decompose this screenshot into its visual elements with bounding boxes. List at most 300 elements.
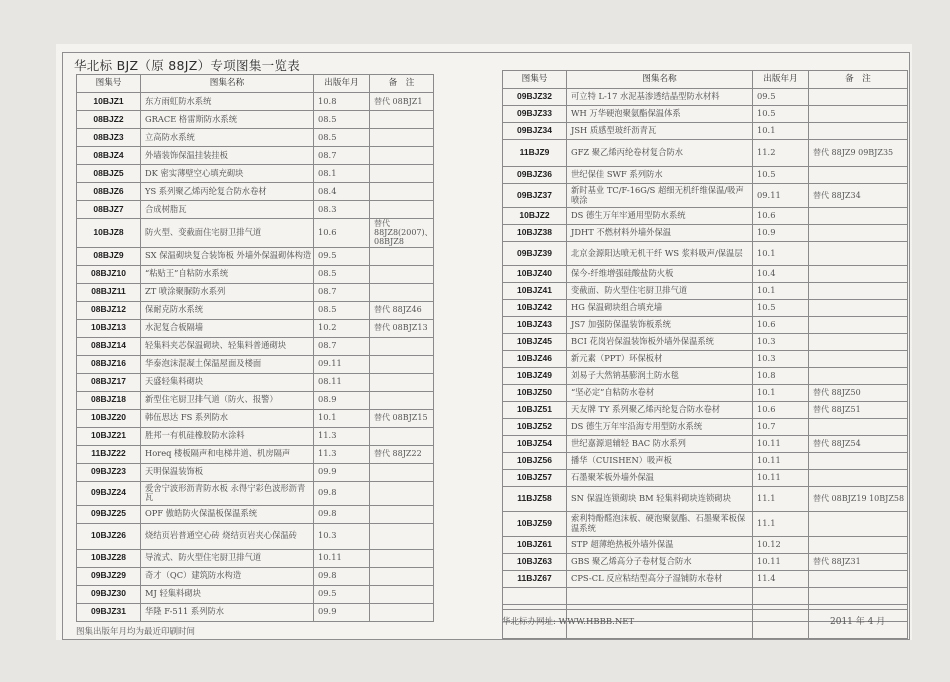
remark [370,585,434,603]
drawing-name: 导流式、防火型住宅厨卫排气道 [141,549,314,567]
remark [809,419,908,436]
drawing-number: 09BJZ36 [503,167,567,184]
table-row [77,373,434,391]
drawing-number: 11BJZ22 [77,445,141,463]
publish-date: 10.6 [753,317,809,334]
drawing-name: 爱舍宁波形沥青防水板 永得宁彩色波形沥青瓦 [141,481,314,505]
remark [809,89,908,106]
publish-date: 09.5 [314,247,370,265]
drawing-number: 10BJZ51 [503,402,567,419]
publish-date: 10.6 [753,208,809,225]
publish-date: 08.7 [314,337,370,355]
drawing-number: 10BJZ54 [503,436,567,453]
remark [370,201,434,219]
drawing-number: 09BJZ32 [503,89,567,106]
drawing-number: 10BJZ2 [503,208,567,225]
remark: 替代 88JZ8(2007)、08BJZ8 [370,219,434,248]
table-header-row [77,75,434,93]
remark [809,242,908,266]
remark [809,208,908,225]
table-row [77,549,434,567]
publish-date: 11.3 [314,445,370,463]
table-row [503,453,908,470]
drawing-number: 09BJZ37 [503,184,567,208]
drawing-number: 08BJZ17 [77,373,141,391]
publish-date: 08.7 [314,283,370,301]
drawing-number: 08BJZ3 [77,129,141,147]
drawing-number: 11BJZ9 [503,140,567,167]
publish-date: 09.11 [753,184,809,208]
drawing-name: WH 万华硬泡聚氨酯保温体系 [567,106,753,123]
drawing-name: 胜邦一有机硅橡胶防水涂料 [141,427,314,445]
publish-date: 08.1 [314,165,370,183]
drawing-number: 08BJZ10 [77,265,141,283]
remark [370,373,434,391]
drawing-name: 水泥复合板隔墙 [141,319,314,337]
header-no: 图集号 [503,71,567,89]
remark [370,129,434,147]
publish-date: 10.11 [314,549,370,567]
table-header-row [503,71,908,89]
table-row [77,129,434,147]
drawing-name: 新时基业 TC/F-16G/S 超细无机纤维保温/吸声喷涂 [567,184,753,208]
drawing-name: 轻集料夹芯保温砌块、轻集料普通砌块 [141,337,314,355]
drawing-name: YS 系列聚乙烯丙纶复合防水卷材 [141,183,314,201]
table-row [503,554,908,571]
publish-date: 09.5 [753,89,809,106]
table-row [77,247,434,265]
publish-date: 08.11 [314,373,370,391]
empty-cell [567,588,753,605]
drawing-number: 08BJZ9 [77,247,141,265]
remark [370,265,434,283]
publish-date: 10.5 [753,106,809,123]
remark [809,512,908,537]
drawing-number: 08BJZ6 [77,183,141,201]
table-row [503,266,908,283]
publish-date: 09.9 [314,463,370,481]
remark [370,427,434,445]
publish-date: 08.4 [314,183,370,201]
remark [370,111,434,129]
drawing-name: 新型住宅厨卫排气道（防火、报警） [141,391,314,409]
publish-date: 10.2 [314,319,370,337]
drawing-name: GBS 聚乙烯高分子卷材复合防水 [567,554,753,571]
table-row [503,106,908,123]
drawing-number: 09BJZ31 [77,603,141,621]
drawing-name: 天明保温装饰板 [141,463,314,481]
table-row [503,419,908,436]
drawing-name: 保耐克防水系统 [141,301,314,319]
remark [370,567,434,585]
publish-date: 08.3 [314,201,370,219]
drawing-number: 10BJZ45 [503,334,567,351]
publish-date: 09.5 [314,585,370,603]
header-name: 图集名称 [567,71,753,89]
empty-cell [753,622,809,639]
table-row [503,402,908,419]
publish-date: 10.11 [753,436,809,453]
publish-date: 11.4 [753,571,809,588]
publish-date: 10.1 [314,409,370,427]
drawing-number: 08BJZ18 [77,391,141,409]
remark [370,337,434,355]
publish-date: 10.11 [753,453,809,470]
table-row [503,537,908,554]
table-row [503,487,908,512]
table-row [503,123,908,140]
drawing-name: 刘易子大然钠基膨润土防水毯 [567,368,753,385]
publish-date: 10.8 [314,93,370,111]
drawing-number: 09BJZ23 [77,463,141,481]
publish-date: 10.1 [753,242,809,266]
remark [370,549,434,567]
table-row [77,283,434,301]
remark [809,167,908,184]
drawing-name: DS 德生万年牢沿海专用型防水系统 [567,419,753,436]
drawing-name: 北京金源阳达喷无机干纤 WS 浆料吸声/保温层 [567,242,753,266]
drawing-number: 10BJZ26 [77,523,141,549]
drawing-number: 10BJZ41 [503,283,567,300]
drawing-number: 11BJZ67 [503,571,567,588]
right-catalog-table [502,70,908,639]
drawing-number: 08BJZ16 [77,355,141,373]
drawing-name: 世纪嘉源退辅轻 BAC 防水系列 [567,436,753,453]
header-remark: 备 注 [809,71,908,89]
publish-date: 11.3 [314,427,370,445]
table-row [77,183,434,201]
drawing-number: 10BJZ61 [503,537,567,554]
table-row [77,201,434,219]
table-row [503,334,908,351]
remark: 替代 88JZ51 [809,402,908,419]
drawing-number: 10BJZ8 [77,219,141,248]
publish-date: 08.7 [314,147,370,165]
table-row [77,391,434,409]
table-row [503,167,908,184]
drawing-name: SX 保温砌块复合装饰板 外墙外保温砌体构造 [141,247,314,265]
publish-date: 08.5 [314,301,370,319]
drawing-name: MJ 轻集料砌块 [141,585,314,603]
footer-website: 华北标办网址: WWW.HBBB.NET [502,617,635,627]
drawing-number: 10BJZ56 [503,453,567,470]
table-row [77,463,434,481]
footer-date: 2011 年 4 月 [830,617,886,627]
drawing-number: 08BJZ12 [77,301,141,319]
remark [370,481,434,505]
left-footer-rule [76,621,433,622]
remark [370,165,434,183]
table-row [503,242,908,266]
drawing-number: 10BJZ21 [77,427,141,445]
remark [809,368,908,385]
publish-date: 10.1 [753,123,809,140]
table-row [503,317,908,334]
remark: 替代 88JZ46 [370,301,434,319]
remark [809,266,908,283]
remark: 替代 88JZ34 [809,184,908,208]
publish-date: 08.5 [314,111,370,129]
drawing-name: Horeq 楼板隔声和电梯井道、机房隔声 [141,445,314,463]
drawing-name: 可立特 L-17 水泥基渗透结晶型防水材料 [567,89,753,106]
drawing-name: JS7 加强防保温装饰板系统 [567,317,753,334]
table-row [503,512,908,537]
publish-date: 09.8 [314,567,370,585]
table-row [77,409,434,427]
table-row [503,351,908,368]
table-row [77,603,434,621]
drawing-name: 防火型、变截面住宅厨卫排气道 [141,219,314,248]
publish-date: 10.11 [753,554,809,571]
drawing-name: SN 保温连锁砌块 BM 轻集料砌块连锁砌块 [567,487,753,512]
publish-date: 10.8 [753,368,809,385]
drawing-number: 10BJZ63 [503,554,567,571]
table-row [77,567,434,585]
drawing-number: 11BJZ58 [503,487,567,512]
drawing-name: 保今-纤维增强硅酸盐防火板 [567,266,753,283]
drawing-number: 10BJZ42 [503,300,567,317]
drawing-name: HG 保温砌块组合填充墙 [567,300,753,317]
drawing-name: BCI 花岗岩保温装饰板外墙外保温系统 [567,334,753,351]
remark [809,106,908,123]
drawing-name: 天友牌 TY 系列聚乙烯丙纶复合防水卷材 [567,402,753,419]
remark [809,334,908,351]
table-row [503,436,908,453]
remark [370,183,434,201]
remark [370,523,434,549]
remark: 替代 08BJZ19 10BJZ58 [809,487,908,512]
page-title: 华北标 BJZ（原 88JZ）专项图集一览表 [74,58,301,73]
drawing-name: “粘贴王”自粘防水系统 [141,265,314,283]
drawing-name: DK 密实薄壁空心填充砌块 [141,165,314,183]
table-row [503,368,908,385]
drawing-number: 10BJZ57 [503,470,567,487]
drawing-number: 10BJZ40 [503,266,567,283]
remark: 替代 88JZ22 [370,445,434,463]
drawing-number: 08BJZ2 [77,111,141,129]
table-row [77,427,434,445]
drawing-name: 外墙装饰保温挂装挂板 [141,147,314,165]
table-row [77,481,434,505]
remark [809,351,908,368]
table-row [503,300,908,317]
drawing-name: 华隆 F-511 系列防水 [141,603,314,621]
drawing-name: 合成树脂瓦 [141,201,314,219]
table-row [503,571,908,588]
drawing-number: 09BJZ34 [503,123,567,140]
publish-date: 10.3 [753,351,809,368]
publish-date: 09.9 [314,603,370,621]
table-row [77,585,434,603]
table-row [77,165,434,183]
drawing-name: CPS-CL 反应粘结型高分子湿铺防水卷材 [567,571,753,588]
table-row [77,445,434,463]
drawing-name: 奇才（QC）建筑防水构造 [141,567,314,585]
drawing-name: 东方雨虹防水系统 [141,93,314,111]
drawing-name: 索利特酚醛泡沫板、硬泡聚氨酯、石墨聚苯板保温系统 [567,512,753,537]
remark [370,463,434,481]
drawing-number: 08BJZ14 [77,337,141,355]
drawing-name: 立高防水系统 [141,129,314,147]
drawing-number: 09BJZ25 [77,505,141,523]
remark [809,571,908,588]
table-row [503,470,908,487]
drawing-number: 10BJZ59 [503,512,567,537]
publish-date: 10.1 [753,283,809,300]
drawing-name: 石墨聚苯板外墙外保温 [567,470,753,487]
table-row [503,283,908,300]
remark [370,247,434,265]
empty-row [503,588,908,605]
table-row [77,219,434,248]
drawing-name: 世纪保佳 SWF 系列防水 [567,167,753,184]
table-row [503,208,908,225]
table-row [503,225,908,242]
remark [809,470,908,487]
table-row [503,140,908,167]
remark [370,355,434,373]
table-row [77,523,434,549]
drawing-name: JDHT 不燃材料外墙外保温 [567,225,753,242]
drawing-name: GFZ 聚乙烯丙纶卷材复合防水 [567,140,753,167]
remark [809,453,908,470]
empty-cell [753,588,809,605]
remark: 替代 88JZ54 [809,436,908,453]
drawing-name: 华泰泡沫混凝土保温屋面及楼面 [141,355,314,373]
drawing-name: GRACE 格雷斯防水系统 [141,111,314,129]
table-row [77,147,434,165]
publish-date: 09.8 [314,505,370,523]
drawing-name: 烧结页岩普通空心砖 烧结页岩夹心保温砖 [141,523,314,549]
drawing-name: 天盛轻集料砌块 [141,373,314,391]
publish-date: 10.5 [753,300,809,317]
remark: 替代 08BJZ1 [370,93,434,111]
table-row [77,319,434,337]
table-row [77,93,434,111]
left-catalog-table [76,74,434,622]
remark: 替代 88JZ50 [809,385,908,402]
publish-date: 11.2 [753,140,809,167]
empty-cell [809,588,908,605]
remark [809,123,908,140]
publish-date: 10.11 [753,470,809,487]
table-row [77,505,434,523]
table-row [503,89,908,106]
right-footer-rule [502,609,907,610]
drawing-name: OPF 傲皓防火保温板保温系统 [141,505,314,523]
publish-date: 08.9 [314,391,370,409]
drawing-name: STP 超薄绝热板外墙外保温 [567,537,753,554]
publish-date: 10.1 [753,385,809,402]
remark [809,317,908,334]
table-row [77,265,434,283]
header-name: 图集名称 [141,75,314,93]
table-row [503,385,908,402]
drawing-number: 10BJZ43 [503,317,567,334]
drawing-name: 播华（CUISHEN）吸声板 [567,453,753,470]
table-row [77,301,434,319]
remark [370,283,434,301]
publish-date: 11.1 [753,487,809,512]
publish-date: 09.11 [314,355,370,373]
drawing-name: JSH 质感型玻纤沥青瓦 [567,123,753,140]
drawing-name: “坚必定”自粘防水卷材 [567,385,753,402]
remark [370,603,434,621]
drawing-name: 变截面、防火型住宅厨卫排气道 [567,283,753,300]
remark: 替代 88JZ31 [809,554,908,571]
publish-date: 10.5 [753,167,809,184]
drawing-number: 10BJZ20 [77,409,141,427]
drawing-number: 10BJZ46 [503,351,567,368]
header-remark: 备 注 [370,75,434,93]
publish-date: 10.7 [753,419,809,436]
drawing-number: 10BJZ38 [503,225,567,242]
publish-date: 09.8 [314,481,370,505]
table-row [503,184,908,208]
header-date: 出版年月 [314,75,370,93]
drawing-number: 09BJZ39 [503,242,567,266]
drawing-name: 韩伍思达 FS 系列防水 [141,409,314,427]
drawing-name: 新元素（PPT）环保板材 [567,351,753,368]
drawing-number: 10BJZ28 [77,549,141,567]
publish-date: 10.3 [314,523,370,549]
publish-date: 10.4 [753,266,809,283]
empty-cell [503,588,567,605]
table-row [77,337,434,355]
drawing-number: 10BJZ13 [77,319,141,337]
publish-date: 08.5 [314,265,370,283]
remark: 替代 88JZ9 09BJZ35 [809,140,908,167]
remark [370,505,434,523]
remark [809,283,908,300]
table-row [77,111,434,129]
remark [370,391,434,409]
drawing-number: 10BJZ49 [503,368,567,385]
drawing-number: 08BJZ11 [77,283,141,301]
table-row [77,355,434,373]
publish-date: 08.5 [314,129,370,147]
remark [809,225,908,242]
publish-date: 11.1 [753,512,809,537]
drawing-number: 09BJZ33 [503,106,567,123]
publish-date: 10.9 [753,225,809,242]
drawing-number: 09BJZ29 [77,567,141,585]
footer-note: 图集出版年月均为最近印刷时间 [76,627,196,637]
publish-date: 10.12 [753,537,809,554]
remark: 替代 08BJZ13 [370,319,434,337]
remark [370,147,434,165]
drawing-number: 08BJZ7 [77,201,141,219]
remark [809,300,908,317]
drawing-number: 09BJZ24 [77,481,141,505]
drawing-number: 10BJZ50 [503,385,567,402]
publish-date: 10.6 [753,402,809,419]
drawing-name: DS 德生万年牢通用型防水系统 [567,208,753,225]
drawing-number: 08BJZ4 [77,147,141,165]
drawing-number: 09BJZ30 [77,585,141,603]
header-no: 图集号 [77,75,141,93]
drawing-name: ZT 喷涂聚脲防水系列 [141,283,314,301]
drawing-number: 10BJZ1 [77,93,141,111]
remark [809,537,908,554]
drawing-number: 10BJZ52 [503,419,567,436]
publish-date: 10.3 [753,334,809,351]
empty-cell [753,605,809,622]
header-date: 出版年月 [753,71,809,89]
remark: 替代 08BJZ15 [370,409,434,427]
drawing-number: 08BJZ5 [77,165,141,183]
publish-date: 10.6 [314,219,370,248]
